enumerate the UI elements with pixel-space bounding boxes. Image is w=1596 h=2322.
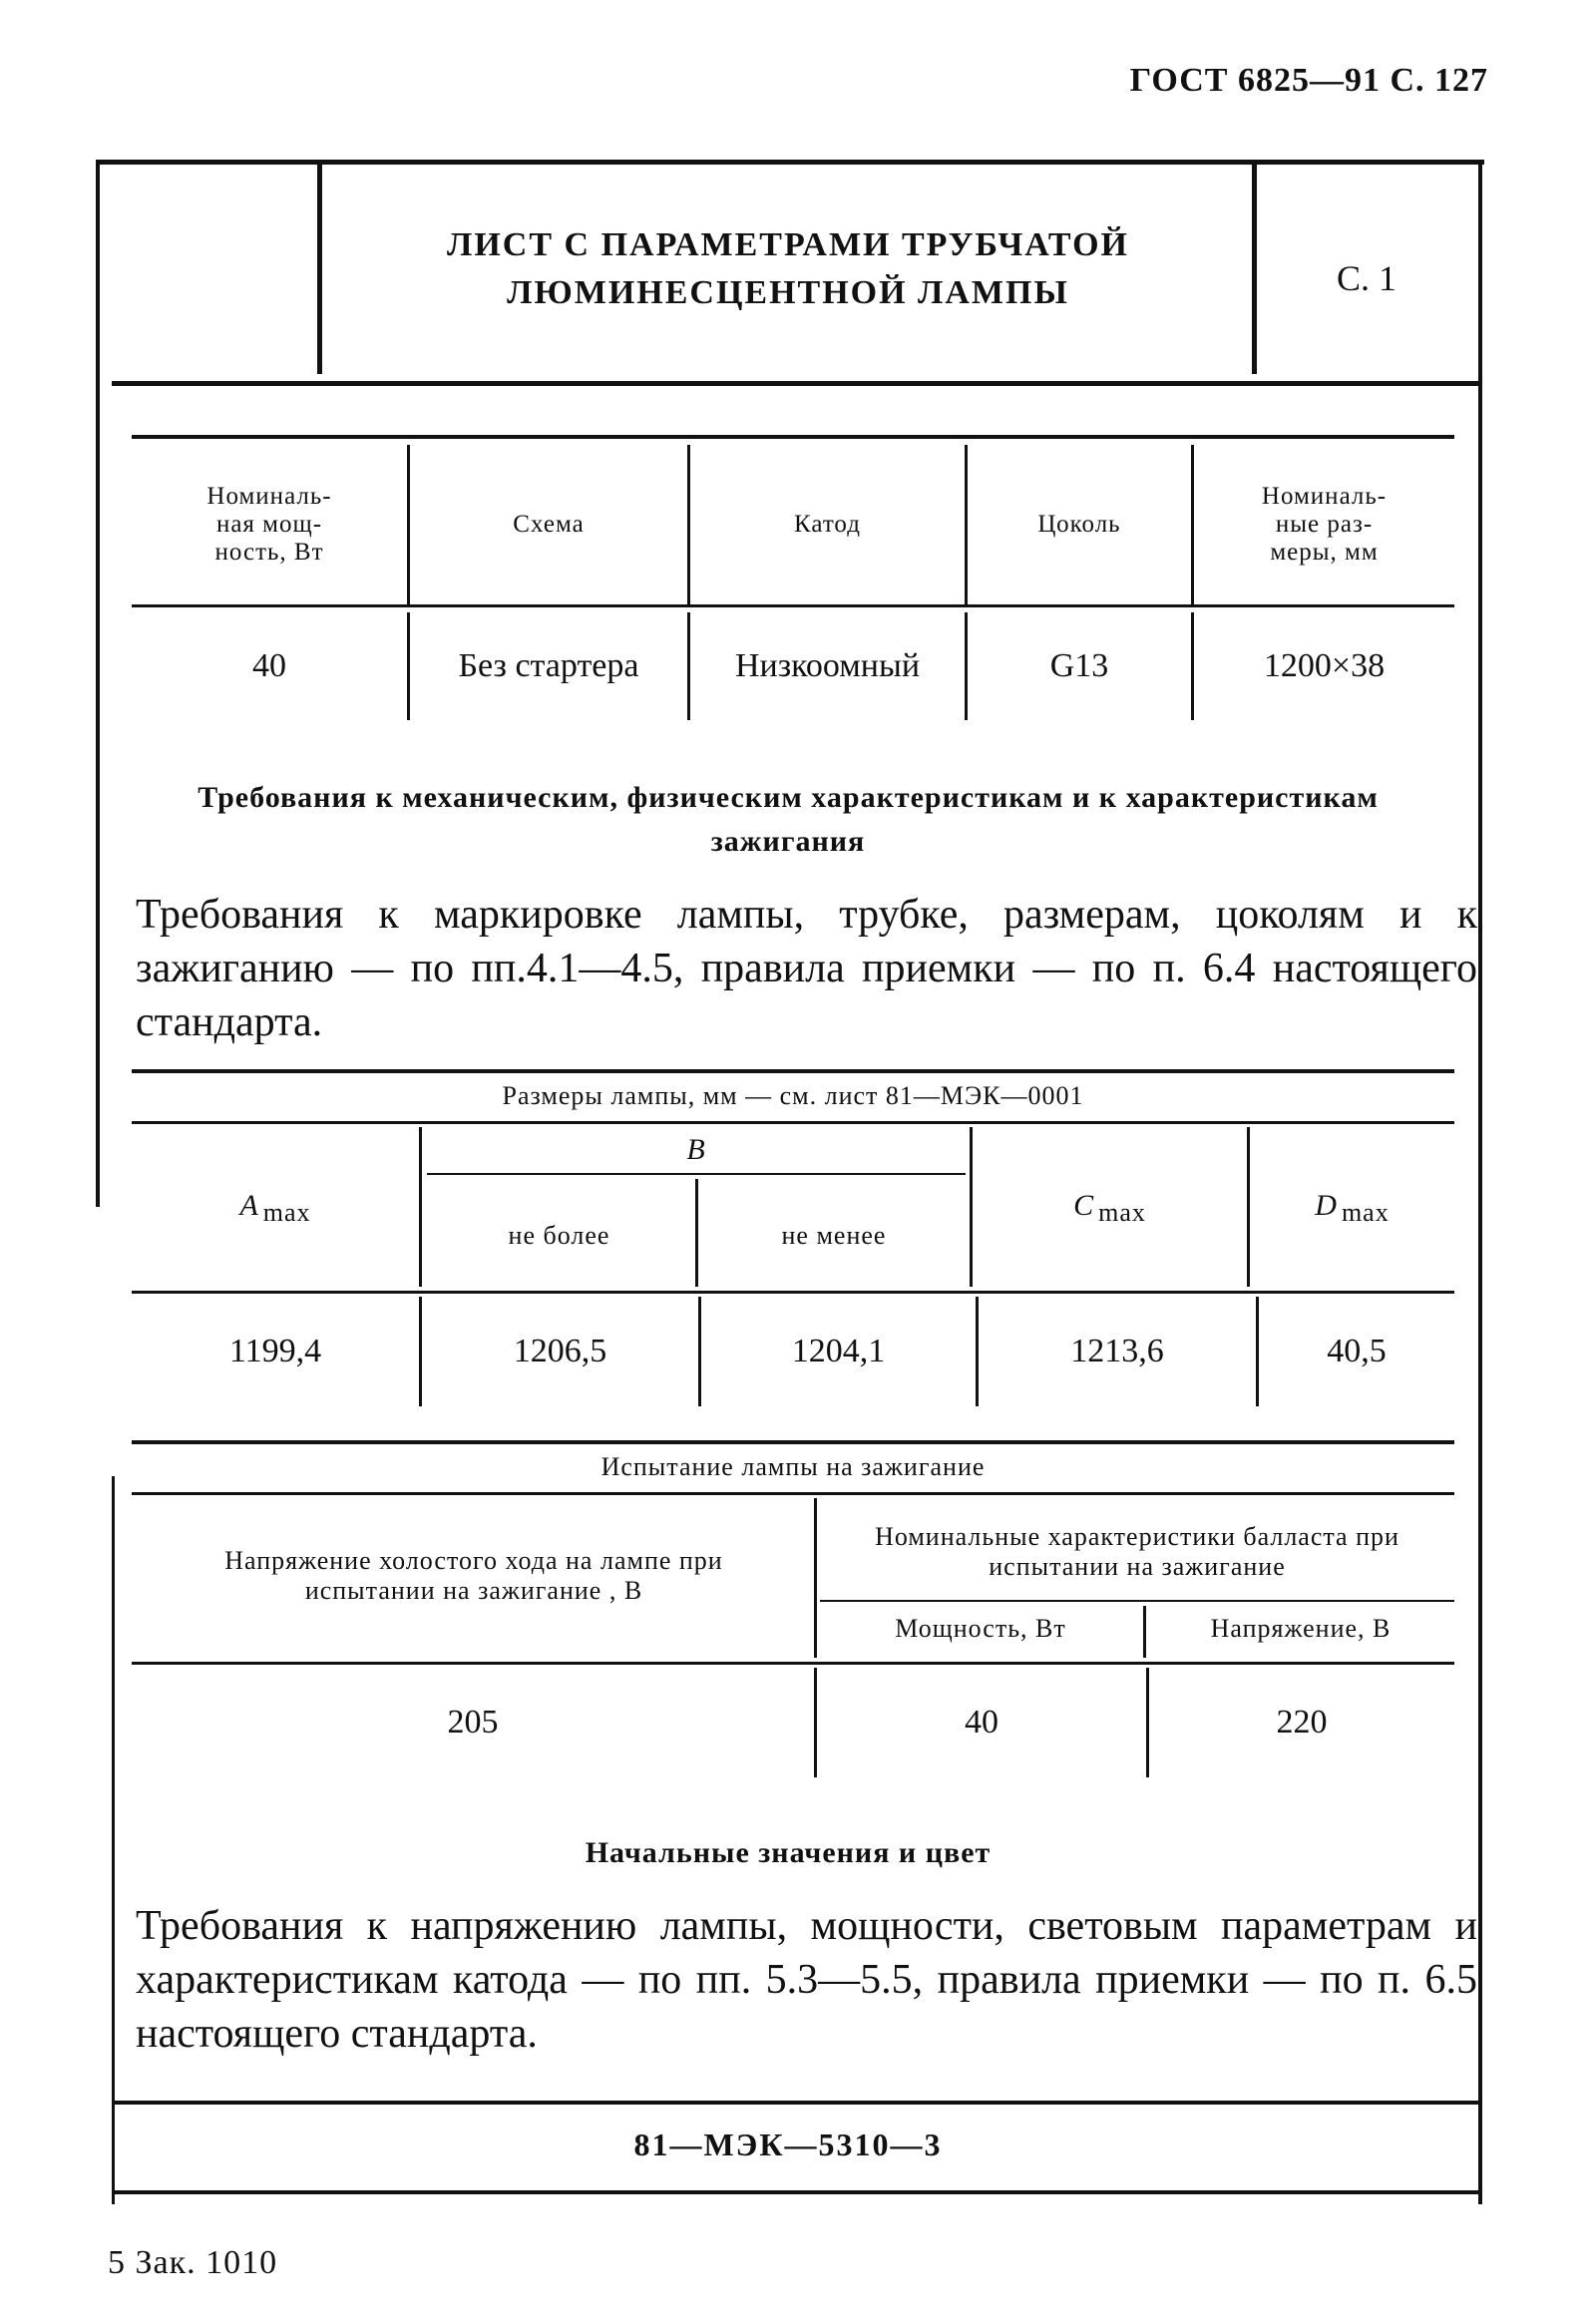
ign-col1-header: Напряжение холостого хода на лампе при испытании на зажигание , В [224,1546,723,1605]
dims-header-bottom-line [132,1291,1454,1294]
section1-title: Требования к механическим, физическим характеристикам и к характеристикам зажигания [198,781,1379,858]
dims-value-row [132,1297,1454,1406]
ign-top-line [132,1440,1454,1444]
ign-voltage-header: Напряжение, В [1210,1614,1392,1643]
value-cathode: Низкоомный [689,612,967,720]
header-scheme: Схема [409,445,689,604]
dims-caption: Размеры лампы, мм — см. лист 81—МЭК—0001 [502,1081,1084,1110]
frame-right-line [1478,160,1482,2204]
value-base: G13 [967,612,1193,720]
dims-value-b-min: 1204,1 [700,1297,978,1406]
dims-value-a: 1199,4 [228,1333,322,1369]
footer-bottom-line [112,2190,1482,2194]
dims-value-d: 40,5 [1258,1297,1455,1406]
dims-b-underline [427,1173,966,1175]
dims-b-min-label: не менее [781,1221,887,1250]
dims-div-1 [419,1127,422,1287]
ign-div-2 [1143,1606,1146,1658]
dims-b-label: B [686,1133,706,1166]
dims-b-max-label: не более [508,1221,610,1250]
header-base: Цоколь [967,445,1193,604]
dims-value-b-max: 1206,5 [421,1297,700,1406]
ign-sub-line [820,1600,1454,1602]
title-divider-right [1252,165,1257,374]
frame-left-line-lower [112,1476,115,2204]
section1-text: Требования к маркировке лампы, трубке, размерам, цоколям и к зажиганию — по пп.4.1—4.5, правила приемки — по п. 6.4 настоящего стандарта. [136,892,1477,1045]
frame-left-line [96,160,100,1207]
sheet-page: С. 1 [1336,258,1396,298]
ign-div-1 [814,1498,817,1658]
section2-text: Требования к напряжению лампы, мощности, световым параметрам и характеристикам катода — по пп. 5.3—5.5, правила приемки — по п. 6.5 настоящего стандарта. [136,1903,1477,2057]
dims-top-line [132,1069,1454,1073]
page-header: ГОСТ 6825—91 С. 127 [1129,62,1488,99]
value-power: 40 [252,647,286,684]
frame-top-line [96,160,1484,165]
dims-values [132,1297,1454,1406]
main-table [132,445,1454,604]
title-bottom-line [112,381,1482,386]
ign-col2-header: Номинальные характеристики балласта при испытании на зажигание [875,1522,1399,1581]
ign-header-bottom-line [132,1662,1454,1665]
dims-c-label: C max [1073,1189,1146,1228]
main-table-values [132,612,1454,720]
dims-caption-line [132,1121,1454,1124]
order-number: 5 Зак. 1010 [108,2244,278,2281]
dims-d-label: D max [1315,1189,1390,1228]
footer-top-line [112,2101,1482,2105]
sheet-title: ЛИСТ С ПАРАМЕТРАМИ ТРУБЧАТОЙ ЛЮМИНЕСЦЕНТНОЙ ЛАМПЫ [447,226,1129,311]
dims-value-c: 1213,6 [978,1297,1258,1406]
dims-a-label: A max [239,1189,311,1228]
header-cathode: Катод [689,445,967,604]
ign-value-voltage: 220 [1148,1668,1455,1777]
title-divider-left [317,165,322,374]
value-scheme: Без стартера [409,612,689,720]
main-table-top-line [132,435,1454,439]
ign-value-row [132,1668,1454,1777]
ign-value-power: 40 [816,1668,1148,1777]
ign-values [132,1668,1454,1777]
section2-title: Начальные значения и цвет [585,1836,992,1869]
main-table-header-row [132,445,1454,604]
ign-value-voltage-open: 205 [447,1704,499,1741]
sheet-code: 81—МЭК—5310—3 [633,2127,943,2162]
ign-caption: Испытание лампы на зажигание [600,1452,986,1481]
ign-caption-line [132,1492,1454,1495]
header-dimensions: Номиналь-ные раз-меры, мм [1193,445,1455,604]
header-power: Номиналь-ная мощ-ность, Вт [206,483,332,566]
main-table-value-row [132,612,1454,720]
ign-power-header: Мощность, Вт [895,1614,1066,1643]
value-dimensions: 1200×38 [1193,612,1455,720]
main-table-mid-line [132,604,1454,607]
